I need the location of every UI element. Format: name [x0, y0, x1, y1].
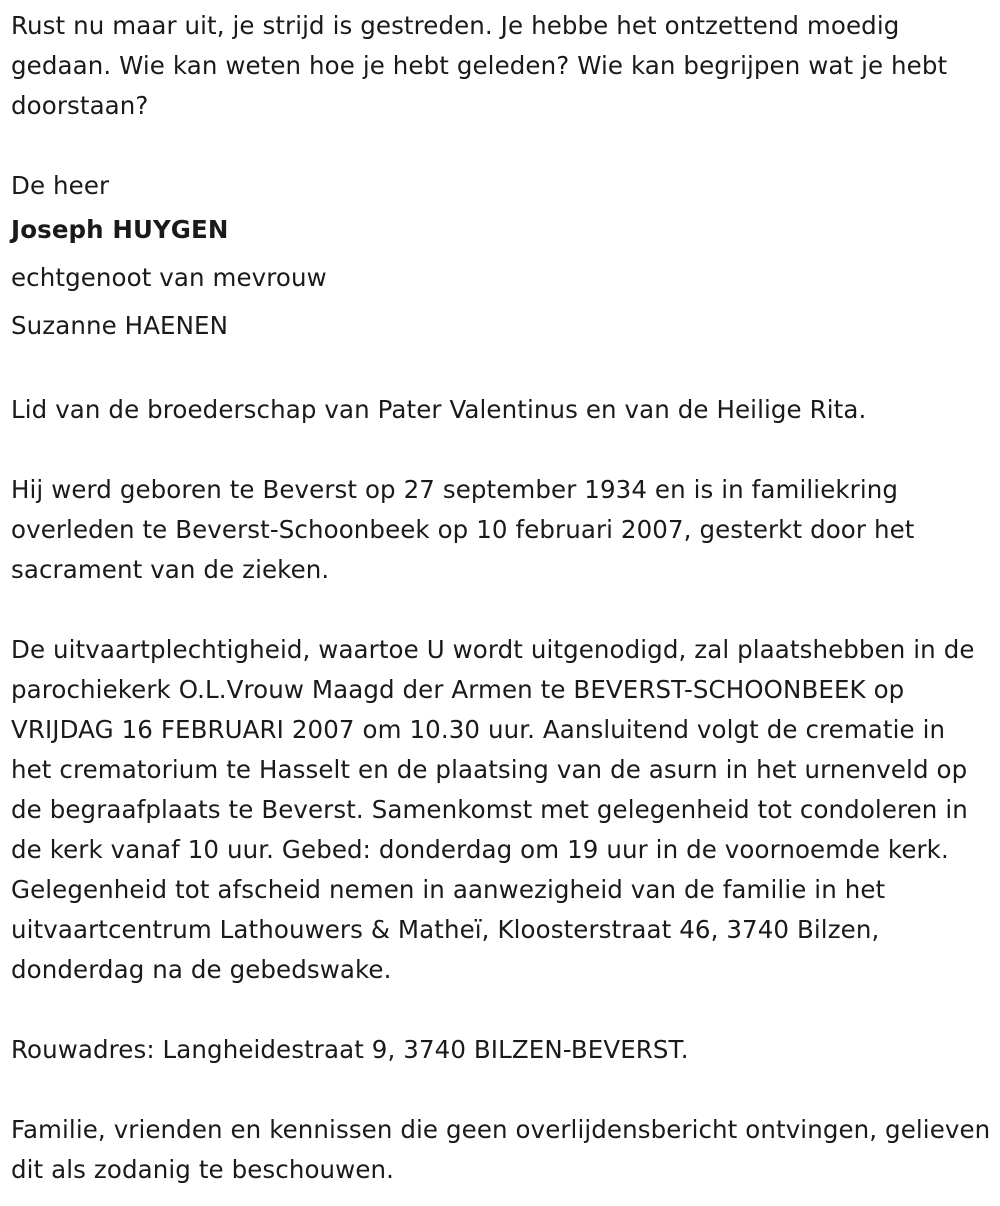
intro-paragraph: Rust nu maar uit, je strijd is gestreden. Je hebbe het ontzettend moedig gedaan. Wie kan weten hoe je hebt geleden? Wie kan begrijpen wat je hebt doorstaan?: [11, 11, 948, 120]
spacer: [11, 990, 993, 1030]
salutation: De heer: [11, 171, 110, 200]
spacer: [11, 590, 993, 630]
spacer: [11, 1070, 993, 1110]
closing-paragraph: Familie, vrienden en kennissen die geen overlijdensbericht ontvingen, gelieven dit als zodanig te beschouwen.: [11, 1115, 991, 1184]
birth-death-paragraph: Hij werd geboren te Beverst op 27 september 1934 en is in familiekring overleden te Beverst-Schoonbeek op 10 februari 2007, gesterkt door het sacrament van de zieken.: [11, 475, 915, 584]
spouse-relation: echtgenoot van mevrouw: [11, 263, 327, 292]
address-paragraph: Rouwadres: Langheidestraat 9, 3740 BILZEN-BEVERST.: [11, 1035, 689, 1064]
obituary-notice: [11, 6, 993, 1190]
spacer: [11, 126, 993, 166]
spouse-name: Suzanne HAENEN: [11, 311, 229, 340]
funeral-paragraph: De uitvaartplechtigheid, waartoe U wordt uitgenodigd, zal plaatshebben in de parochiekerk O.L.Vrouw Maagd der Armen te BEVERST-SCHOONBEEK op VRIJDAG 16 FEBRUARI 2007 om 10.30 uur. Aansluitend volgt de crematie in het crematorium te Hasselt en de plaatsing van de asurn in het urnenveld op de begraafplaats te Beverst. Samenkomst met gelegenheid tot condoleren in de kerk vanaf 10 uur. Gebed: donderdag om 19 uur in de voornoemde kerk. Gelegenheid tot afscheid nemen in aanwezigheid van de familie in het uitvaartcentrum Lathouwers & Matheï, Kloosterstraat 46, 3740 Bilzen, donderdag na de gebedswake.: [11, 635, 975, 984]
deceased-name: Joseph HUYGEN: [11, 215, 229, 244]
spacer: [11, 430, 993, 470]
membership-paragraph: Lid van de broederschap van Pater Valentinus en van de Heilige Rita.: [11, 395, 867, 424]
spacer: [11, 350, 993, 390]
